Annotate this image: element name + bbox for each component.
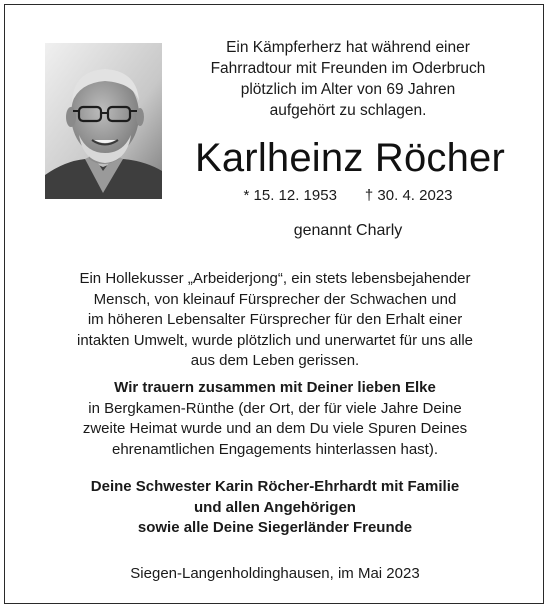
- tribute-line: intakten Umwelt, wurde plötzlich und unerwartet für uns alle: [76, 331, 474, 349]
- tribute-line: Mensch, von kleinauf Fürsprecher der Schwachen und: [93, 290, 457, 308]
- tribute-line: Ein Hollekusser „Arbeiderjong“, ein stets lebensbejahender: [79, 270, 471, 287]
- mourning-heading: Wir trauern zusammen mit Deiner lieben Elke: [114, 379, 436, 396]
- death-date: † 30. 4. 2023: [364, 187, 453, 204]
- tribute-text: [19, 269, 531, 372]
- mourning-line: in Bergkamen-Rünthe (der Ort, der für viele Jahre Deine: [88, 399, 462, 417]
- deceased-name: Karlheinz Röcher: [194, 136, 506, 180]
- signatories: [19, 477, 531, 539]
- obituary-notice: [4, 4, 544, 604]
- place-and-date: Siegen-Langenholdinghausen, im Mai 2023: [130, 565, 420, 582]
- birth-date: * 15. 12. 1953: [243, 187, 337, 204]
- signatory-line: Deine Schwester Karin Röcher-Ehrhardt mit Familie: [90, 478, 460, 495]
- mourning-line: ehrenamtlichen Engagements hinterlassen hast).: [111, 440, 439, 458]
- intro-line: plötzlich im Alter von 69 Jahren: [240, 81, 456, 98]
- life-dates: [183, 186, 513, 206]
- intro-text: [183, 37, 513, 121]
- signatory-line: sowie alle Deine Siegerländer Freunde: [137, 519, 413, 537]
- intro-line: Ein Kämpferherz hat während einer: [226, 39, 470, 56]
- intro-line: Fahrradtour mit Freunden im Oderbruch: [210, 60, 486, 77]
- mourning-line: zweite Heimat wurde und an dem Du viele Spuren Deines: [82, 420, 468, 438]
- tribute-line: im höheren Lebensalter Fürsprecher für den Erhalt einer: [87, 311, 463, 329]
- signatory-line: und allen Angehörigen: [194, 498, 356, 516]
- portrait-photo: [45, 43, 162, 199]
- portrait-illustration: [45, 43, 162, 199]
- nickname: genannt Charly: [293, 222, 403, 239]
- intro-line: aufgehört zu schlagen.: [269, 102, 427, 119]
- tribute-line: aus dem Leben gerissen.: [190, 352, 360, 370]
- mourning-block: [19, 378, 531, 460]
